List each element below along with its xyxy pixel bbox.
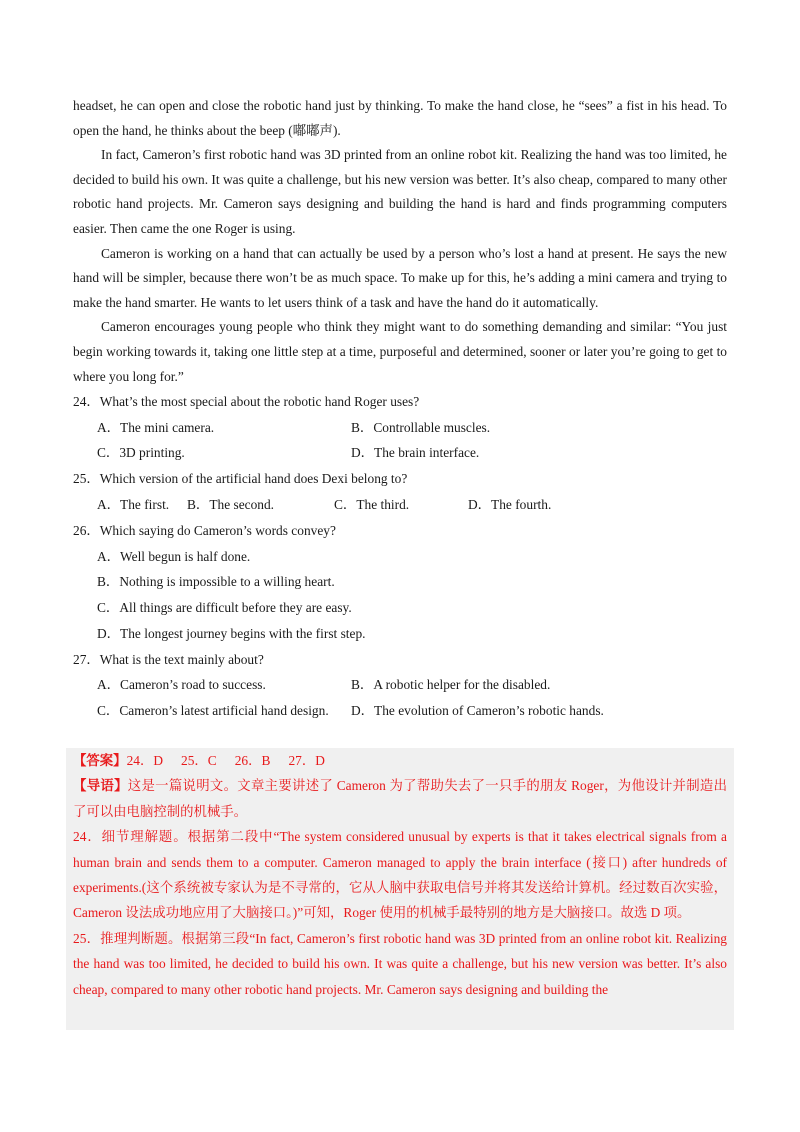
answer-24: 24．D <box>126 753 164 768</box>
answer-26: 26．B <box>234 753 271 768</box>
answer-section <box>73 748 727 1002</box>
option-a: A．The first. <box>97 496 170 512</box>
explanation-24: 24．细节理解题。根据第二段中“The system considered unusual by experts is that it takes electrical signals from a human brain and sends them to a computer. Cameron managed to apply the brain interface (接口) after hundreds of experiments.(这个系统被专家认为是不寻常的，它从人脑中获取电信号并将其发送给计算机。经过数百次实验，Cameron 设法成功地应用了大脑接口。)”可知，Roger 使用的机械手最特别的地方是大脑接口。故选 D 项。 <box>73 829 727 921</box>
option-d: D．The evolution of Cameron’s robotic hands. <box>351 703 604 719</box>
paragraph-4: Cameron encourages young people who think they might want to do something demanding and similar: “You just begin working towards it, taking one little step at a time, purposeful and determined, sooner or later you’re going to get to where you long for.” <box>73 319 727 384</box>
guide-paragraph <box>73 773 727 824</box>
paragraph-2: In fact, Cameron’s first robotic hand was 3D printed from an online robot kit. Realizing the hand was too limited, he decided to build his own. It was quite a challenge, but his new version was better. It’s also cheap, compared to many other robotic hand projects. Mr. Cameron says designing and building the hand is hard and finds programming computers easier. Then came the one Roger is using. <box>73 147 727 236</box>
option-b: B．The second. <box>187 496 275 512</box>
question-26 <box>73 518 727 647</box>
option-b: B．A robotic helper for the disabled. <box>351 677 551 693</box>
option-a: A．The mini camera. <box>97 419 215 435</box>
option-a: A．Well begun is half done. <box>97 548 251 564</box>
question-stem: 26．Which saying do Cameron’s words convey? <box>73 522 336 538</box>
answer-key-row <box>73 748 727 773</box>
paragraph-1: headset, he can open and close the robotic hand just by thinking. To make the hand close, he “sees” a fist in his head. To open the hand, he thinks about the beep (嘟嘟声). <box>73 98 727 138</box>
option-a: A．Cameron’s road to success. <box>97 677 266 693</box>
option-b: B．Controllable muscles. <box>351 419 491 435</box>
question-stem: 27．What is the text mainly about? <box>73 651 264 667</box>
option-c: C．Cameron’s latest artificial hand design. <box>97 703 329 719</box>
question-stem: 25．Which version of the artificial hand does Dexi belong to? <box>73 471 408 487</box>
question-24 <box>73 389 727 466</box>
paragraph-3: Cameron is working on a hand that can actually be used by a person who’s lost a hand at present. He says the new hand will be simpler, because there won’t be as much space. To make up for this, he’s adding a mini camera and trying to make the hand smarter. He wants to let users think of a task and have the hand do it automatically. <box>73 245 727 310</box>
option-c: C．The third. <box>334 496 410 512</box>
question-stem: 24．What’s the most special about the robotic hand Roger uses? <box>73 393 420 409</box>
option-d: D．The longest journey begins with the first step. <box>97 625 366 641</box>
question-25 <box>73 467 727 519</box>
answer-27: 27．D <box>288 753 325 768</box>
option-b: B．Nothing is impossible to a willing heart. <box>97 574 335 590</box>
option-c: C．3D printing. <box>97 445 185 461</box>
option-d: D．The brain interface. <box>351 445 480 461</box>
reading-passage <box>73 94 727 724</box>
question-27 <box>73 647 727 724</box>
option-c: C．All things are difficult before they are easy. <box>97 600 352 616</box>
explanation-25: 25．推理判断题。根据第三段“In fact, Cameron’s first robotic hand was 3D printed from an online robot kit. Realizing the hand was too limited, he decided to build his own. It was quite a challenge, but his new version was better. It’s also cheap, compared to many other robotic hand projects. Mr. Cameron says designing and building the <box>73 930 727 997</box>
guide-text: 这是一篇说明文。文章主要讲述了 Cameron 为了帮助失去了一只手的朋友 Roger，为他设计并制造出了可以由电脑控制的机械手。 <box>73 778 727 819</box>
answer-label: 【答案】 <box>73 753 127 768</box>
option-d: D．The fourth. <box>468 496 552 512</box>
answer-25: 25．C <box>181 753 217 768</box>
guide-label: 【导语】 <box>73 778 128 794</box>
